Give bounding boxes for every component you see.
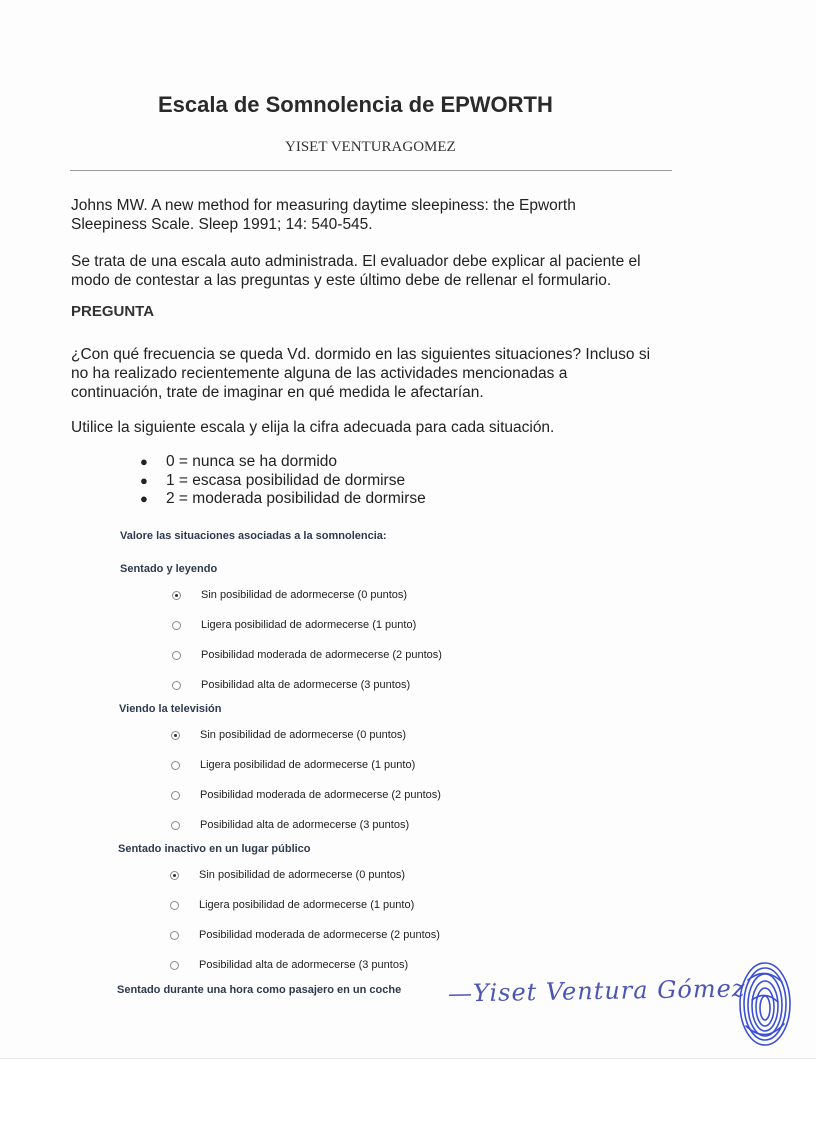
radio-button[interactable] [170, 961, 179, 970]
bullet-icon: ● [140, 472, 148, 488]
radio-option[interactable] [170, 929, 440, 941]
situation-label: Viendo la televisión [119, 703, 222, 715]
instruction-text: Utilice la siguiente escala y elija la cifra adecuada para cada situación. [71, 419, 555, 436]
radio-option[interactable] [172, 649, 442, 661]
radio-option[interactable] [172, 679, 410, 691]
situation-label: Sentado inactivo en un lugar público [118, 843, 311, 855]
radio-button[interactable] [172, 681, 181, 690]
radio-option-label: Posibilidad moderada de adormecerse (2 puntos) [199, 929, 440, 941]
scale-item-text: 1 = escasa posibilidad de dormirse [166, 471, 406, 489]
form-prompt: Valore las situaciones asociadas a la somnolencia: [120, 530, 387, 542]
situation-label: Sentado y leyendo [120, 563, 218, 575]
question-heading: PREGUNTA [71, 303, 155, 320]
scale-item-text: 0 = nunca se ha dormido [166, 453, 338, 470]
radio-option[interactable] [172, 619, 416, 631]
radio-option-label: Posibilidad alta de adormecerse (3 puntos) [199, 959, 409, 971]
radio-button[interactable] [170, 931, 179, 940]
radio-option-label: Sin posibilidad de adormecerse (0 puntos) [201, 589, 408, 601]
radio-button[interactable] [171, 821, 180, 830]
handwritten-signature: —Yiset Ventura Gómez [447, 974, 746, 1008]
radio-button[interactable] [171, 791, 180, 800]
situation-label: Sentado durante una hora como pasajero en un coche [117, 984, 402, 996]
reference-line: Johns MW. A new method for measuring daytime sleepiness: the Epworth [71, 197, 576, 214]
radio-option-label: Posibilidad moderada de adormecerse (2 puntos) [201, 649, 442, 661]
radio-button[interactable] [172, 651, 181, 660]
radio-option-label: Sin posibilidad de adormecerse (0 puntos) [200, 729, 407, 741]
question-line: continuación, trate de imaginar en qué medida le afectarían. [71, 384, 484, 401]
radio-option[interactable] [171, 729, 406, 741]
patient-name: YISET VENTURAGOMEZ [285, 139, 456, 155]
question-line: no ha realizado recientemente alguna de las actividades mencionadas a [71, 365, 568, 382]
document-title: Escala de Somnolencia de EPWORTH [158, 92, 553, 117]
intro-line: modo de contestar a las preguntas y este último debe de rellenar el formulario. [71, 272, 612, 289]
radio-button[interactable] [172, 621, 181, 630]
radio-option-label: Ligera posibilidad de adormecerse (1 punto) [201, 619, 417, 631]
scale-item-text: 2 = moderada posibilidad de dormirse [166, 490, 426, 507]
radio-button[interactable] [171, 731, 180, 740]
fingerprint-icon [738, 960, 792, 1048]
radio-option-label: Ligera posibilidad de adormecerse (1 punto) [199, 899, 415, 911]
radio-option[interactable] [170, 869, 405, 881]
radio-option-label: Posibilidad moderada de adormecerse (2 puntos) [200, 789, 441, 801]
radio-option[interactable] [172, 589, 407, 601]
radio-option-label: Posibilidad alta de adormecerse (3 puntos) [201, 679, 411, 691]
bullet-icon: ● [140, 491, 148, 506]
radio-option-label: Posibilidad alta de adormecerse (3 puntos) [200, 819, 410, 831]
radio-option-label: Sin posibilidad de adormecerse (0 puntos) [199, 869, 406, 881]
question-line: ¿Con qué frecuencia se queda Vd. dormido en las siguientes situaciones? Incluso si [71, 346, 651, 363]
radio-option[interactable] [170, 899, 414, 911]
radio-option[interactable] [171, 759, 415, 771]
radio-option-label: Ligera posibilidad de adormecerse (1 punto) [200, 759, 416, 771]
radio-button[interactable] [171, 761, 180, 770]
radio-option[interactable] [171, 789, 441, 801]
bullet-icon: ● [140, 454, 148, 469]
reference-line: Sleepiness Scale. Sleep 1991; 14: 540-545. [71, 216, 373, 233]
intro-line: Se trata de una escala auto administrada. El evaluador debe explicar al paciente el [71, 253, 641, 270]
radio-option[interactable] [170, 959, 408, 971]
radio-button[interactable] [170, 871, 179, 880]
radio-button[interactable] [170, 901, 179, 910]
radio-option[interactable] [171, 819, 409, 831]
radio-button[interactable] [172, 591, 181, 600]
